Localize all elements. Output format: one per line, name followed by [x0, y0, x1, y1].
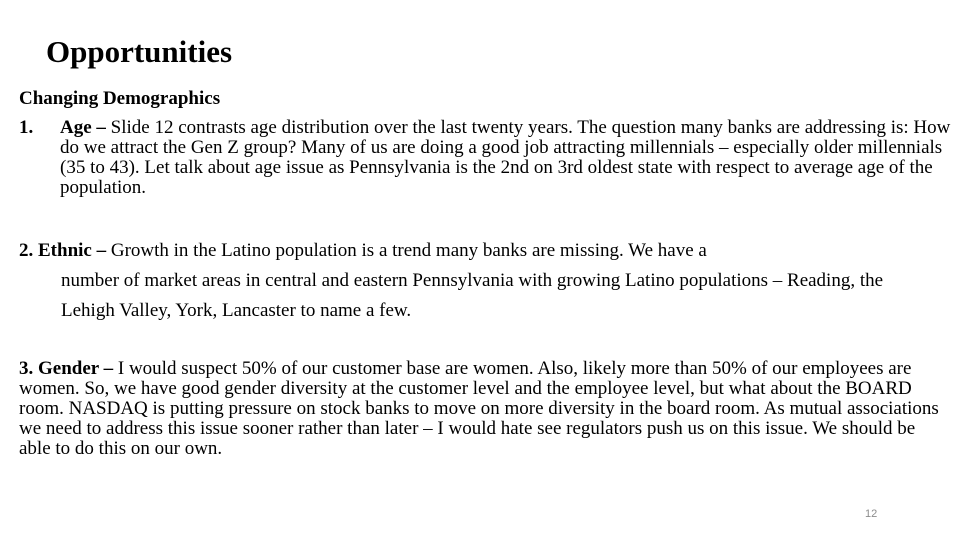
page-number: 12 [865, 508, 878, 520]
list-item-number: 1. [19, 117, 34, 138]
list-item-continuation: number of market areas in central and eastern Pennsylvania with growing Latino populations – Reading, the Lehigh Valley, York, Lancaster to name a few. [61, 270, 884, 321]
list-item-text: Slide 12 contrasts age distribution over the last twenty years. The question many banks are addressing is: How do we attract the Gen Z group? Many of us are doing a good job attracting millennials – especially older millennials (35 to 43). Let talk about age issue as Pennsylvania is the 2nd on 3rd oldest state with respect to average age of the population. [60, 117, 951, 198]
list-item-first-line [19, 236, 919, 266]
list-item-ethnic [19, 236, 919, 326]
list-item-body [60, 118, 954, 198]
slide-title: Opportunities [46, 34, 233, 69]
list-item-gender [19, 359, 949, 459]
list-item-text: Growth in the Latino population is a trend many banks are missing. We have a [106, 240, 707, 261]
list-item-text: I would suspect 50% of our customer base are women. Also, likely more than 50% of our employees are women. So, we have good gender diversity at the customer level and the employee level, but what about the BOARD room. NASDAQ is putting pressure on stock banks to move on more diversity in the board room. As mutual associations we need to address this issue sooner rather than later – I would hate see regulators push us on this issue. We should be able to do this on our own. [19, 358, 939, 459]
list-item-lead: Age – [60, 117, 106, 138]
list-item-lead: 3. Gender – [19, 358, 114, 379]
list-item-age [19, 118, 954, 198]
list-item-lead: 2. Ethnic – [19, 240, 107, 261]
section-subtitle: Changing Demographics [19, 88, 221, 109]
